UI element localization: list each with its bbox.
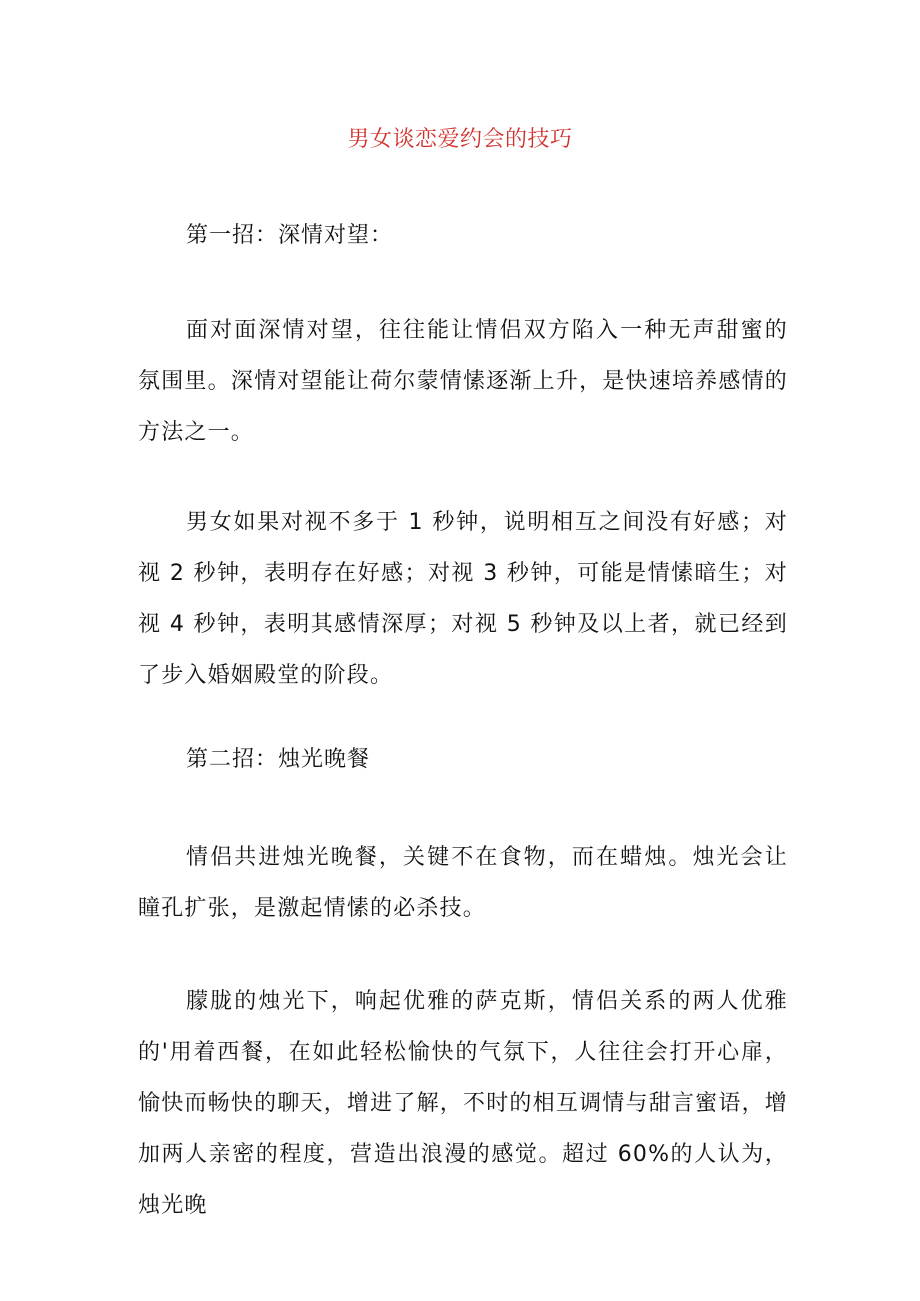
section-heading-1: 第一招：深情对望： [186,223,394,248]
document-title: 男女谈恋爱约会的技巧 [347,127,573,152]
section-heading-2: 第二招：烛光晚餐 [186,747,371,772]
section-2-paragraph-1: 情侣共进烛光晚餐，关键不在食物，而在蜡烛。烛光会让瞳孔扩张，是激起情愫的必杀技。 [138,845,788,921]
section-1-paragraph-2: 男女如果对视不多于 1 秒钟，说明相互之间没有好感；对视 2 秒钟，表明存在好感；对视 3 秒钟，可能是情愫暗生；对视 4 秒钟，表明其感情深厚；对视 5 秒钟及以上者，就已经到了步入婚姻殿堂的阶段。 [138,510,788,688]
section-1-paragraph-1: 面对面深情对望，往往能让情侣双方陷入一种无声甜蜜的氛围里。深情对望能让荷尔蒙情愫逐渐上升，是快速培养感情的方法之一。 [138,318,788,445]
section-2-paragraph-2: 朦胧的烛光下，响起优雅的萨克斯，情侣关系的两人优雅的'用着西餐，在如此轻松愉快的气氛下，人往往会打开心扉，愉快而畅快的聊天，增进了解，不时的相互调情与甜言蜜语，增加两人亲密的程度，营造出浪漫的感觉。超过 60%的人认为，烛光晚 [138,989,788,1218]
